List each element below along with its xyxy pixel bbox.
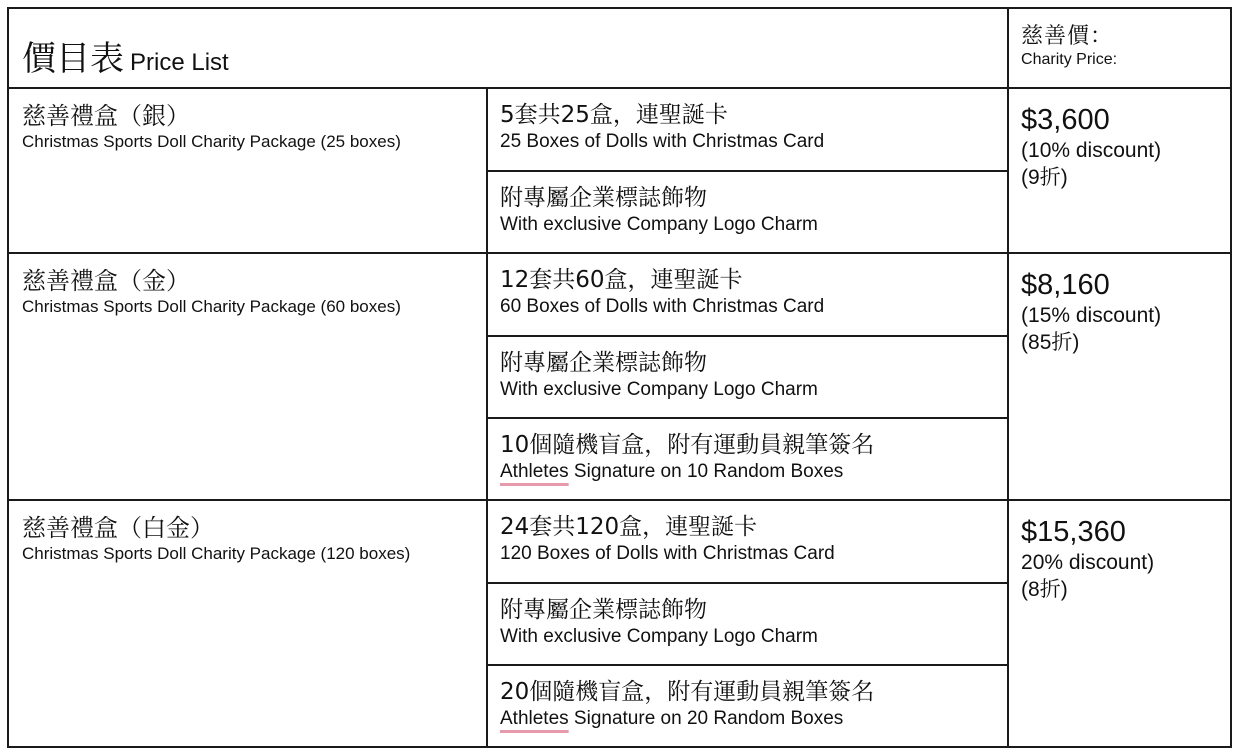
table-row [8,253,1231,336]
feature-zh: 12套共60盒，連聖誕卡 [500,267,743,293]
feature-en: 25 Boxes of Dolls with Christmas Card [500,131,825,152]
feature-zh: 5套共25盒，連聖誕卡 [500,102,728,128]
table-row [8,88,1231,171]
package-silver-name [8,88,487,253]
price-discount-zh: (8折) [1021,578,1068,601]
charity-label-en: Charity Price: [1021,51,1118,68]
feature-item [487,418,1008,500]
package-name-zh: 慈善禮盒（金） [22,267,190,295]
price-table [7,7,1232,748]
feature-en [500,460,995,483]
price-discount-zh: (9折) [1021,166,1068,189]
title-zh: 價目表 [22,38,124,79]
price-amount: $8,160 [1021,269,1110,301]
feature-en: 60 Boxes of Dolls with Christmas Card [500,296,825,317]
table-row [8,500,1231,583]
feature-en-rest: Signature on 20 Random Boxes [568,708,844,729]
spellcheck-underlined-word: Athletes [500,708,569,729]
feature-zh: 附專屬企業標誌飾物 [500,185,707,211]
package-name-en: Christmas Sports Doll Charity Package (60 boxes) [22,297,401,316]
package-gold-name [8,253,487,500]
title-en: Price List [130,48,229,76]
feature-item [487,665,1008,747]
charity-label-zh: 慈善價： [1021,24,1114,49]
feature-zh: 24套共120盒，連聖誕卡 [500,514,758,540]
package-platinum-name [8,500,487,747]
price-amount: $15,360 [1021,516,1126,548]
package-gold-price [1008,253,1231,500]
price-discount: (15% discount) [1021,304,1162,327]
feature-en: 120 Boxes of Dolls with Christmas Card [500,543,835,564]
feature-zh: 10個隨機盲盒，附有運動員親筆簽名 [500,432,875,458]
price-discount-zh: (85折) [1021,331,1080,354]
feature-item [487,253,1008,336]
feature-en: With exclusive Company Logo Charm [500,626,818,647]
spellcheck-underlined-word: Athletes [500,461,569,482]
feature-item [487,88,1008,171]
package-name-en: Christmas Sports Doll Charity Package (25 boxes) [22,132,401,151]
price-discount: (10% discount) [1021,139,1162,162]
feature-item [487,500,1008,583]
price-amount: $3,600 [1021,104,1110,136]
feature-item [487,171,1008,253]
feature-zh: 附專屬企業標誌飾物 [500,350,707,376]
package-silver-price [1008,88,1231,253]
feature-en-rest: Signature on 10 Random Boxes [568,461,844,482]
feature-item [487,336,1008,418]
package-name-en: Christmas Sports Doll Charity Package (120 boxes) [22,544,411,563]
feature-item [487,583,1008,665]
package-name-zh: 慈善禮盒（白金） [22,514,214,542]
feature-en: With exclusive Company Logo Charm [500,379,818,400]
page-title [8,8,1008,88]
feature-en: With exclusive Company Logo Charm [500,214,818,235]
table-header-row [8,8,1231,88]
feature-zh: 20個隨機盲盒，附有運動員親筆簽名 [500,679,875,705]
feature-zh: 附專屬企業標誌飾物 [500,597,707,623]
package-name-zh: 慈善禮盒（銀） [22,102,190,130]
feature-en [500,707,995,730]
package-platinum-price [1008,500,1231,747]
price-discount: 20% discount) [1021,551,1155,574]
charity-price-header [1008,8,1231,88]
